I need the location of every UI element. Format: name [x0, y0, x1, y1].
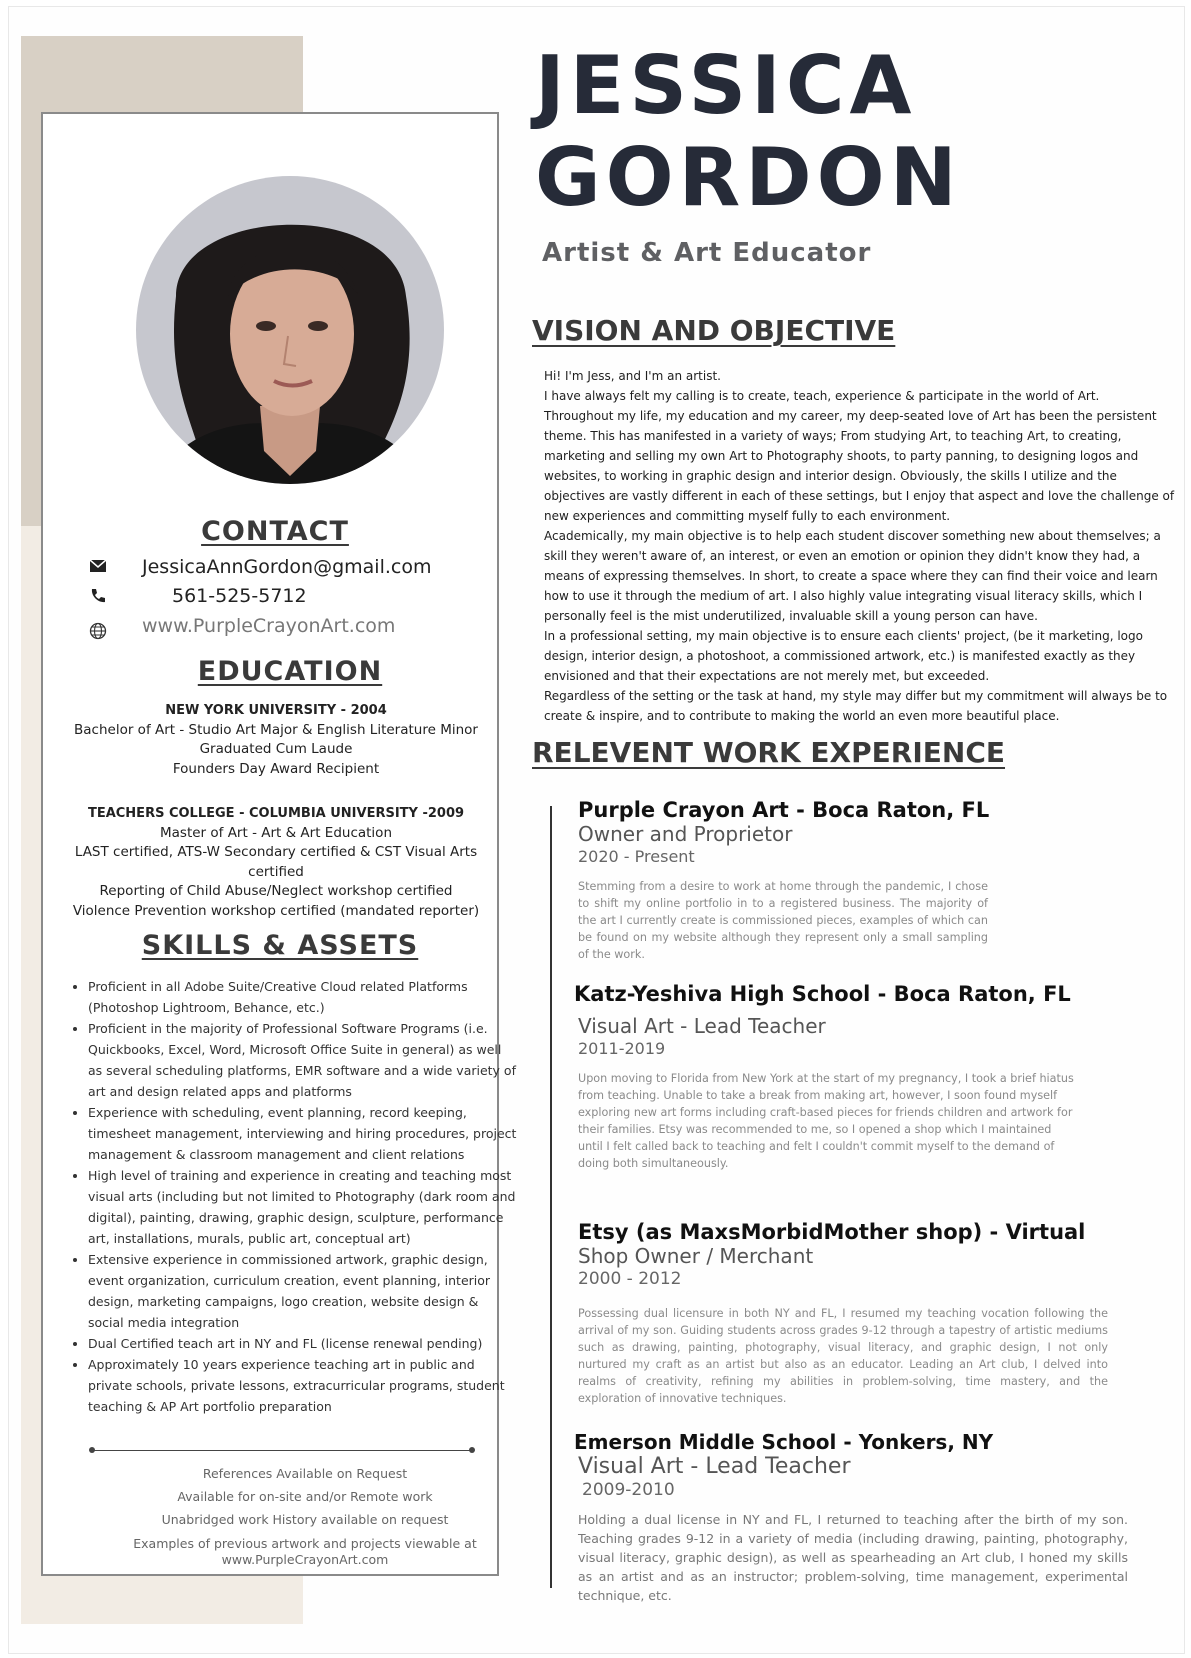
education-line: Master of Art - Art & Art Education: [160, 824, 392, 841]
job-role: Visual Art - Lead Teacher: [578, 1014, 826, 1038]
job-role: Visual Art - Lead Teacher: [578, 1454, 851, 1479]
job-entry: [574, 982, 1079, 1172]
education-line: Founders Day Award Recipient: [172, 760, 380, 777]
skill-item: • Experience with scheduling, event planning, record keeping, timesheet management, interviewing and hiring procedures, project management & classroom management and client relations: [88, 1102, 518, 1165]
job-company: Purple Crayon Art - Boca Raton, FL: [578, 798, 990, 822]
vision-paragraph: Academically, my main objective is to help each student discover something new about themselves; a skill they weren't aware of, an interest, or even an emotion or opinion they didn't know they had, a means of expressing themselves. In short, to create a space where they can find their voice and learn how to use it through the medium of art. I also highly value integrating visual literacy skills, which I personally feel is the mist underutilized, invaluable skill a young person can have.: [544, 529, 1161, 623]
skill-item: • High level of training and experience in creating and teaching most visual arts (including but not limited to Photography (dark room and digital), painting, drawing, graphic design, sculpture, performance art, installations, murals, public art, conceptual art): [88, 1165, 518, 1249]
divider-line: [92, 1450, 472, 1451]
skill-item: • Proficient in all Adobe Suite/Creative Cloud related Platforms (Photoshop Lightroom, Behance, etc.): [88, 976, 518, 1018]
job-role: Shop Owner / Merchant: [578, 1244, 814, 1268]
job-company: Etsy (as MaxsMorbidMother shop) - Virtual: [578, 1220, 1086, 1244]
skill-item: • Approximately 10 years experience teaching art in public and private schools, private lessons, extracurricular programs, student teaching & AP Art portfolio preparation: [88, 1354, 518, 1417]
availability-notes: [130, 1462, 480, 1568]
vision-paragraph: I have always felt my calling is to create, teach, experience & participate in the world of Art.: [544, 389, 1100, 403]
job-description: Holding a dual license in NY and FL, I returned to teaching after the birth of my son. Teaching grades 9-12 in a variety of media (including drawing, painting, photography, visual literacy, graphic design), as well as spearheading an Art club, I honed my skills as an artist and as an instructor; problem-solving, time management, experimental technique, etc.: [578, 1512, 1128, 1603]
job-entry: [578, 798, 988, 963]
vision-paragraph: Throughout my life, my education and my career, my deep-seated love of Art has been the persistent theme. This has manifested in a variety of ways; From studying Art, to teaching Art, to creating, marketing and selling my own Art to Photography shoots, to party panning, to designing logos and websites, to working in graphic design and interior design. Obviously, the skills I utilize and the objectives are vastly different in each of these settings, but I enjoy that aspect and love the challenge of new experiences and committing myself fully to each environment.: [544, 409, 1175, 523]
job-role: Owner and Proprietor: [578, 822, 793, 846]
education-title: EDUCATION: [197, 656, 383, 687]
vision-paragraph: In a professional setting, my main objective is to ensure each clients' project, (be it marketing, logo design, interior design, a photoshoot, a commissioned artwork, etc.) is manifested exactly as they envisioned and that their expectations are not merely met, but exceeded.: [544, 629, 1143, 683]
job-entry: [578, 1220, 1108, 1407]
first-name: JESSICA: [535, 39, 917, 132]
job-dates: 2000 - 2012: [578, 1269, 682, 1289]
job-description: Upon moving to Florida from New York at the start of my pregnancy, I took a brief hiatus from teaching. Unable to take a break from making art, however, I soon found myself exploring new art forms including craft-based pieces for friends children and artwork for their families. Etsy was recommended to me, so I opened a shop which I maintained until I felt called back to teaching and felt I couldn't commit myself to the demand of doing both simultaneously.: [578, 1072, 1074, 1170]
job-company: Katz-Yeshiva High School - Boca Raton, FL: [574, 982, 1071, 1006]
vision-paragraph: Regardless of the setting or the task at hand, my style may differ but my commitment will always be to create & inspire, and to contribute to making the world an even more beautiful place.: [544, 689, 1168, 723]
note-line: Unabridged work History available on request: [161, 1512, 449, 1527]
portrait-photo: [136, 176, 444, 484]
email-link[interactable]: JessicaAnnGordon@gmail.com: [142, 556, 432, 578]
vision-title: VISION AND OBJECTIVE: [532, 314, 896, 347]
school-name: TEACHERS COLLEGE - COLUMBIA UNIVERSITY -2009: [87, 806, 465, 821]
timeline-line: [550, 806, 552, 1588]
job-dates: 2020 - Present: [578, 847, 695, 866]
last-name: GORDON: [535, 131, 962, 224]
phone-icon: [89, 587, 107, 605]
education-line: Reporting of Child Abuse/Neglect workshop certified: [99, 883, 453, 899]
education-line: Graduated Cum Laude: [199, 741, 353, 757]
job-description: Stemming from a desire to work at home through the pandemic, I chose to shift my online portfolio in to a registered business. The majority of the art I currently create is commissioned pieces, examples of which can be found on my website although they represent only a small sampling of the work.: [578, 880, 988, 961]
job-dates: 2011-2019: [578, 1039, 666, 1058]
job-dates: 2009-2010: [582, 1480, 675, 1500]
note-line: Available for on-site and/or Remote work: [177, 1489, 433, 1504]
skill-item: • Extensive experience in commissioned artwork, graphic design, event organization, curriculum creation, event planning, interior design, marketing campaigns, logo creation, website design & social media integration: [88, 1249, 518, 1333]
job-company: Emerson Middle School - Yonkers, NY: [574, 1430, 994, 1454]
experience-title: RELEVENT WORK EXPERIENCE: [532, 736, 1006, 769]
note-line: References Available on Request: [202, 1466, 408, 1481]
note-line: Examples of previous artwork and projects viewable at www.PurpleCrayonArt.com: [133, 1536, 477, 1567]
skill-item: • Dual Certified teach art in NY and FL (license renewal pending): [88, 1333, 518, 1354]
job-subtitle: Artist & Art Educator: [542, 238, 872, 268]
contact-title: CONTACT: [201, 516, 349, 547]
skill-item: • Proficient in the majority of Professional Software Programs (i.e. Quickbooks, Excel, Word, Microsoft Office Suite in general) as well as several scheduling platforms, EMR software and a wide variety of art and design related apps and platforms: [88, 1018, 518, 1102]
envelope-icon: [89, 557, 107, 575]
education-line: LAST certified, ATS-W Secondary certified & CST Visual Arts certified: [74, 844, 478, 880]
job-entry: [574, 1430, 1128, 1605]
school-name: NEW YORK UNIVERSITY - 2004: [165, 703, 387, 718]
skills-list: [64, 976, 518, 1417]
globe-icon: [89, 622, 107, 640]
job-description: Possessing dual licensure in both NY and FL, I resumed my teaching vocation following the arrival of my son. Guiding students across grades 9-12 through a tapestry of artistic mediums such as drawing, painting, photography, visual literacy, and graphic design, I not only nurtured my craft as an artist but also as an educator. Leading an Art club, I delved into realms of creativity, refining my abilities in problem-solving, time mastery, and the exploration of innovative techniques.: [578, 1307, 1108, 1405]
education-line: Bachelor of Art - Studio Art Major & English Literature Minor: [74, 721, 478, 738]
website-link[interactable]: www.PurpleCrayonArt.com: [142, 615, 396, 637]
phone-number[interactable]: 561-525-5712: [172, 585, 307, 607]
skills-title: SKILLS & ASSETS: [141, 930, 419, 961]
vision-paragraph: Hi! I'm Jess, and I'm an artist.: [544, 369, 721, 383]
name-heading: [535, 40, 962, 224]
education-line: Violence Prevention workshop certified (mandated reporter): [72, 902, 480, 919]
vision-text: [544, 366, 1176, 726]
education-entry-columbia: [50, 804, 502, 921]
education-entry-nyu: [50, 701, 502, 779]
